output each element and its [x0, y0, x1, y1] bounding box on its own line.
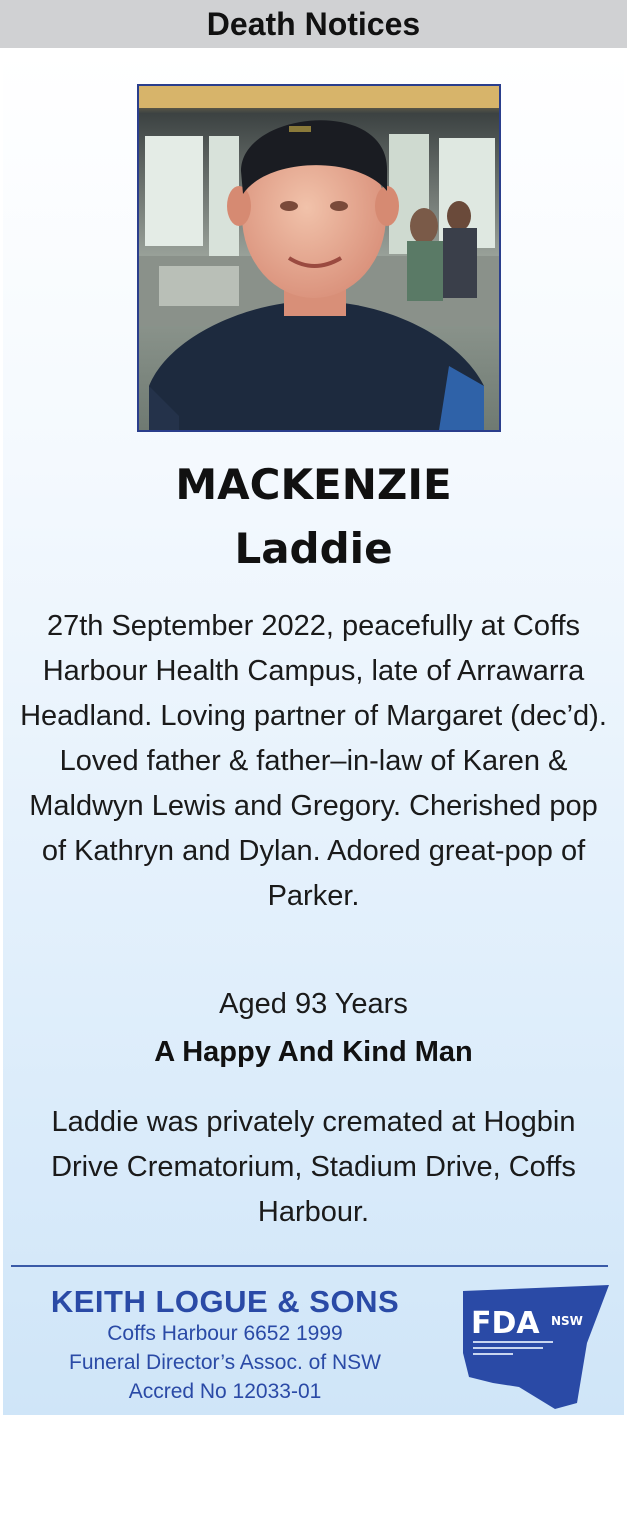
tribute-line: A Happy And Kind Man — [154, 1036, 473, 1068]
age-line: Aged 93 Years — [219, 988, 408, 1020]
deceased-given-name: Laddie — [234, 524, 393, 573]
logo-text: FDA — [471, 1306, 540, 1341]
funeral-director-association: Funeral Director’s Assoc. of NSW — [69, 1351, 381, 1374]
divider — [11, 1265, 608, 1267]
deceased-surname: MACKENZIE — [175, 460, 452, 509]
section-header — [0, 0, 627, 48]
funeral-director-accreditation: Accred No 12033-01 — [128, 1380, 322, 1403]
portrait-photo — [137, 84, 501, 432]
section-title: Death Notices — [206, 5, 421, 42]
cremation-details: Laddie was privately cremated at Hogbin Drive Crematorium, Stadium Drive, Coffs Harbour. — [51, 1106, 576, 1228]
funeral-director-name: KEITH LOGUE & SONS — [50, 1284, 400, 1319]
fda-nsw-logo — [459, 1283, 615, 1411]
funeral-director-phone: Coffs Harbour 6652 1999 — [107, 1322, 343, 1345]
logo-region: NSW — [551, 1314, 583, 1328]
death-notice — [3, 52, 624, 1415]
notice-body: 27th September 2022, peacefully at Coffs Harbour Health Campus, late of Arrawarra Headland. Loving partner of Margaret (dec’d). Loved father & father–in-law of Karen & Maldwyn Lewis and Gregory. Cherished pop of Kathryn and Dylan. Adored great-pop of Parker. — [20, 610, 607, 912]
